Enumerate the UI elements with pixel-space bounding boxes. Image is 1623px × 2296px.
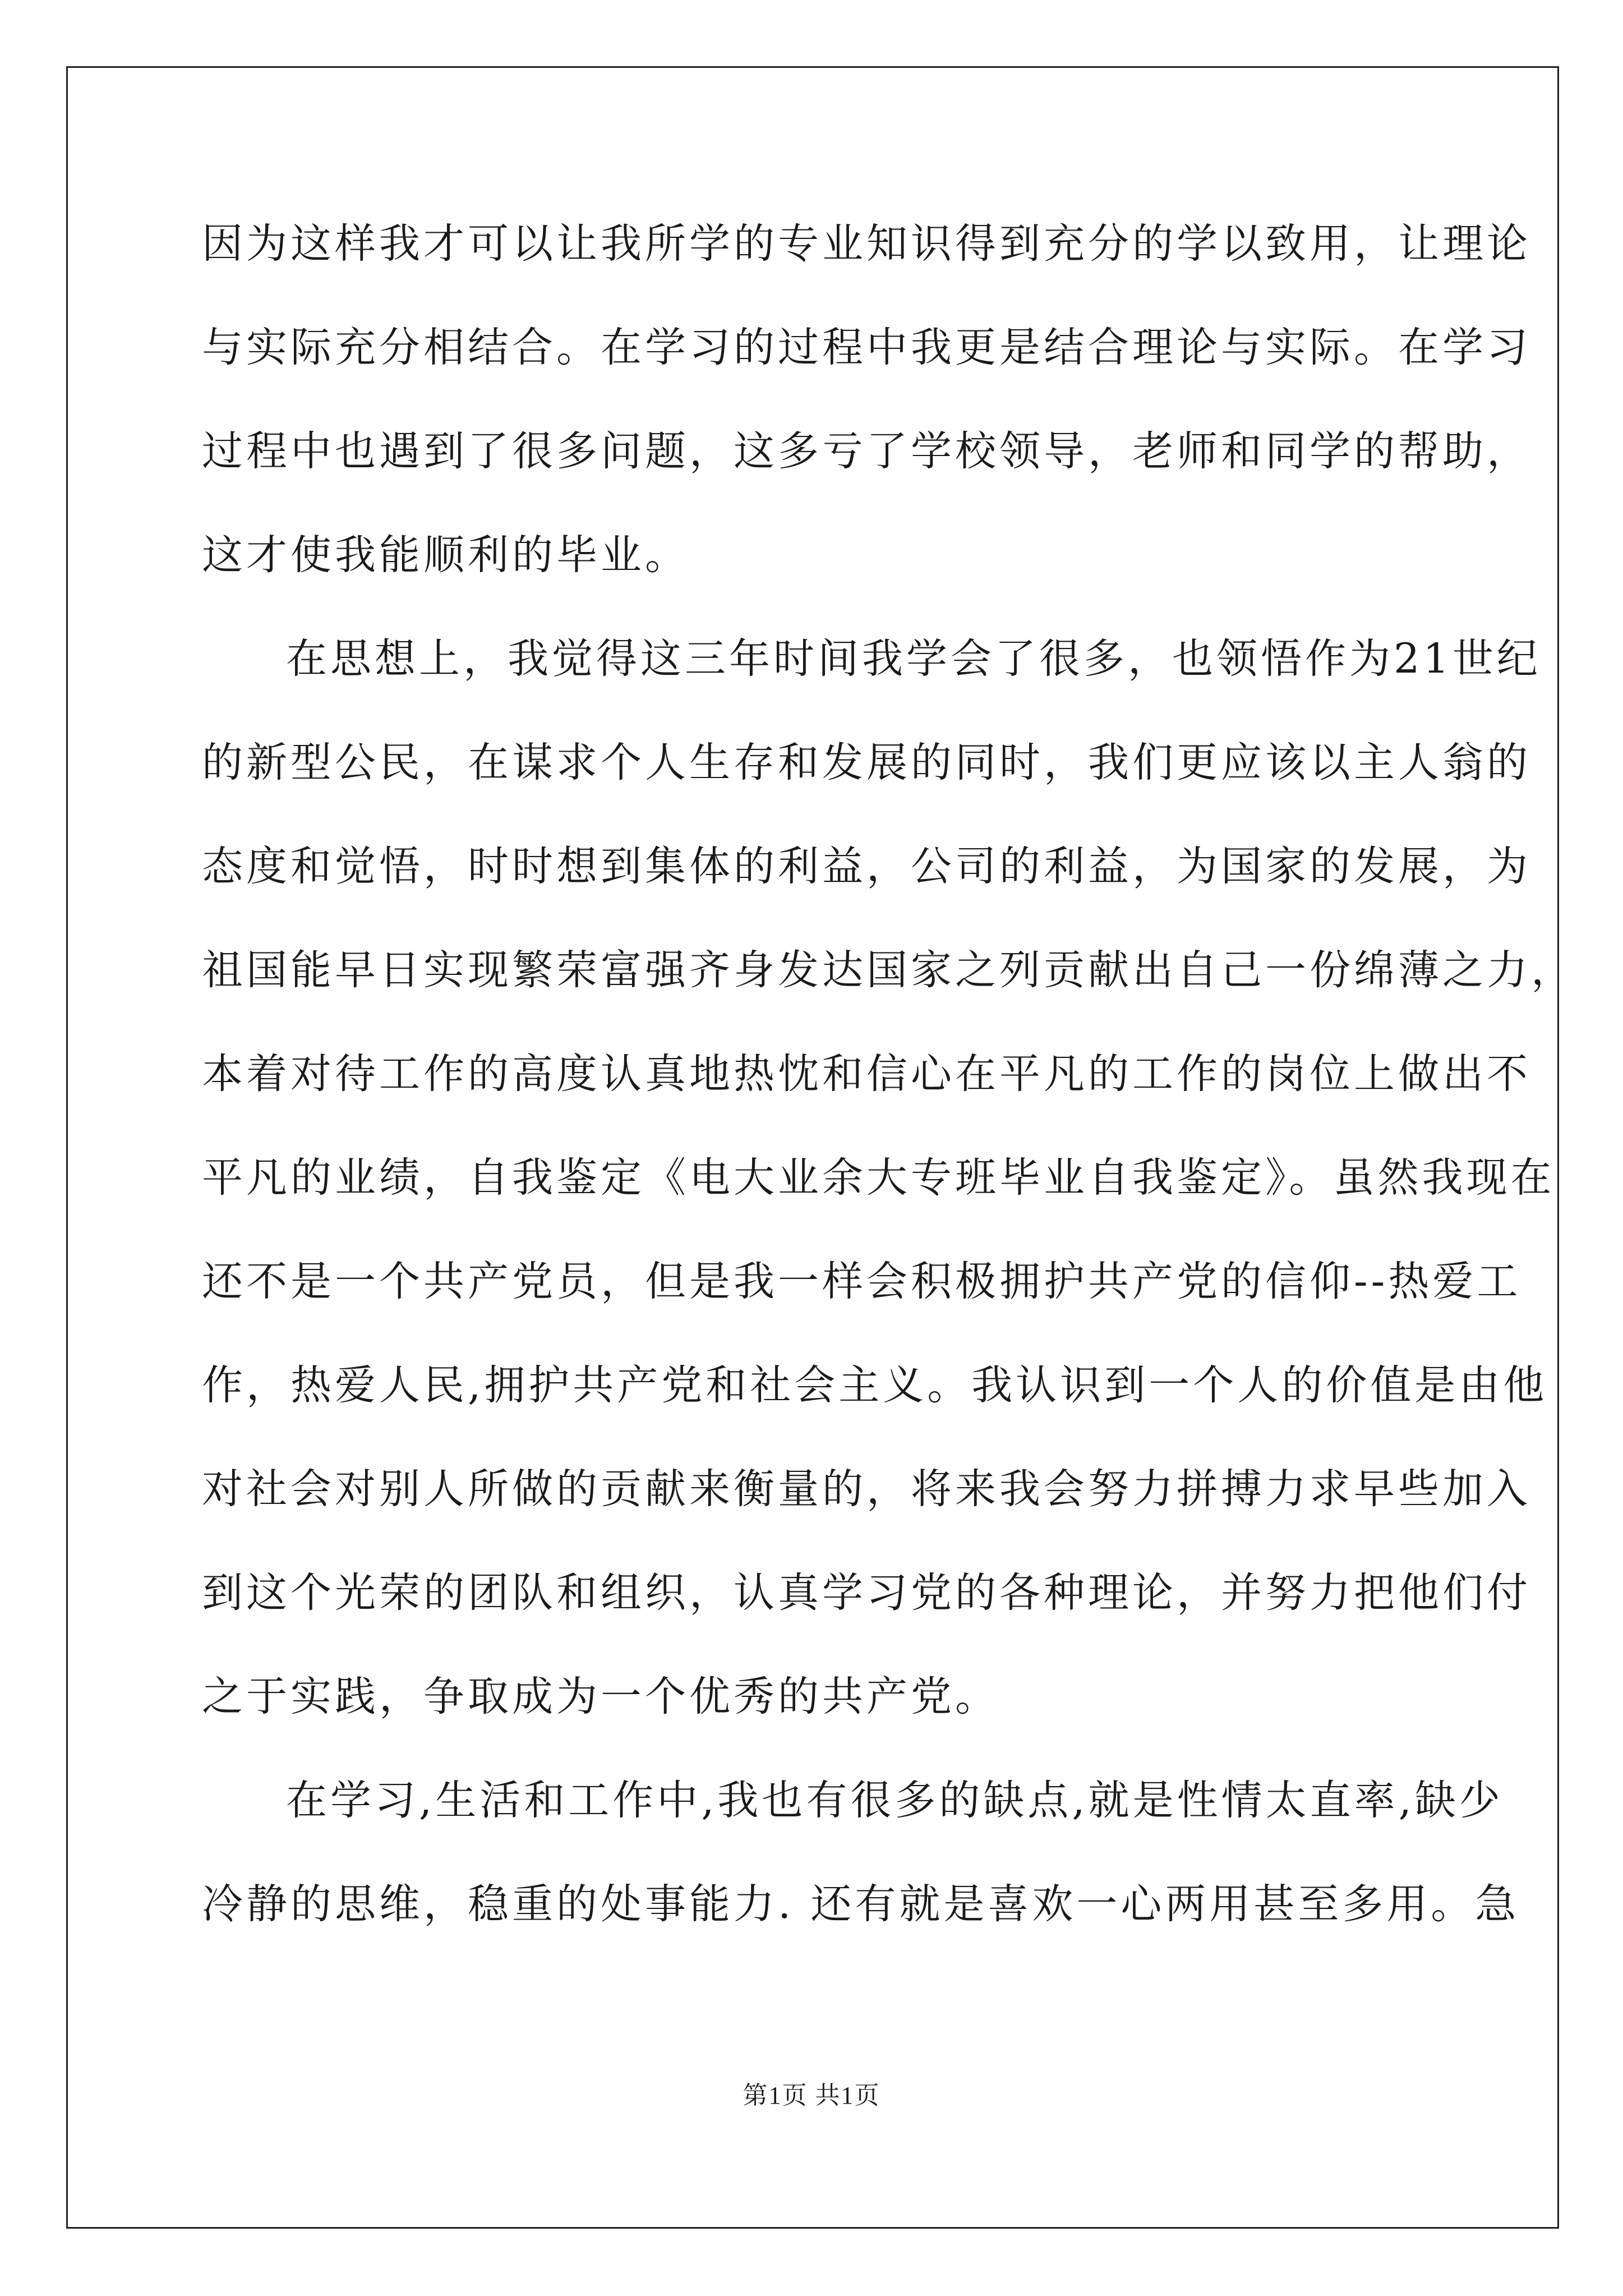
text-line: 作，热爱人民,拥护共产党和社会主义。我认识到一个人的价值是由他 xyxy=(202,1361,1548,1409)
text-line: 过程中也遇到了很多问题，这多亏了学校领导，老师和同学的帮助， xyxy=(202,427,1531,475)
text-line: 的新型公民，在谋求个人生存和发展的同时，我们更应该以主人翁的 xyxy=(202,739,1531,786)
paragraph-first-line: 在学习,生活和工作中,我也有很多的缺点,就是性情太直率,缺少 xyxy=(286,1777,1504,1824)
paragraph-first-line: 在思想上，我觉得这三年时间我学会了很多，也领悟作为21世纪 xyxy=(286,635,1541,683)
text-line: 到这个光荣的团队和组织，认真学习党的各种理论，并努力把他们付 xyxy=(202,1569,1531,1617)
text-line: 祖国能早日实现繁荣富强齐身发达国家之列贡献出自己一份绵薄之力， xyxy=(202,946,1575,994)
text-line: 平凡的业绩，自我鉴定《电大业余大专班毕业自我鉴定》。虽然我现在 xyxy=(202,1154,1555,1202)
text-line: 对社会对别人所做的贡献来衡量的，将来我会努力拼搏力求早些加入 xyxy=(202,1465,1531,1513)
text-line: 冷静的思维，稳重的处事能力. 还有就是喜欢一心两用甚至多用。急 xyxy=(202,1880,1520,1928)
text-line: 之于实践，争取成为一个优秀的共产党。 xyxy=(202,1673,999,1720)
text-line: 与实际充分相结合。在学习的过程中我更是结合理论与实际。在学习 xyxy=(202,324,1531,371)
text-line: 态度和觉悟，时时想到集体的利益，公司的利益，为国家的发展，为 xyxy=(202,843,1531,890)
text-line: 还不是一个共产党员，但是我一样会积极拥护共产党的信仰--热爱工 xyxy=(202,1258,1521,1305)
text-line: 这才使我能顺利的毕业。 xyxy=(202,531,689,579)
text-line: 因为这样我才可以让我所学的专业知识得到充分的学以致用，让理论 xyxy=(202,220,1531,268)
text-line: 本着对待工作的高度认真地热忱和信心在平凡的工作的岗位上做出不 xyxy=(202,1050,1531,1098)
page-number-footer: 第1页 共1页 xyxy=(743,2082,880,2109)
